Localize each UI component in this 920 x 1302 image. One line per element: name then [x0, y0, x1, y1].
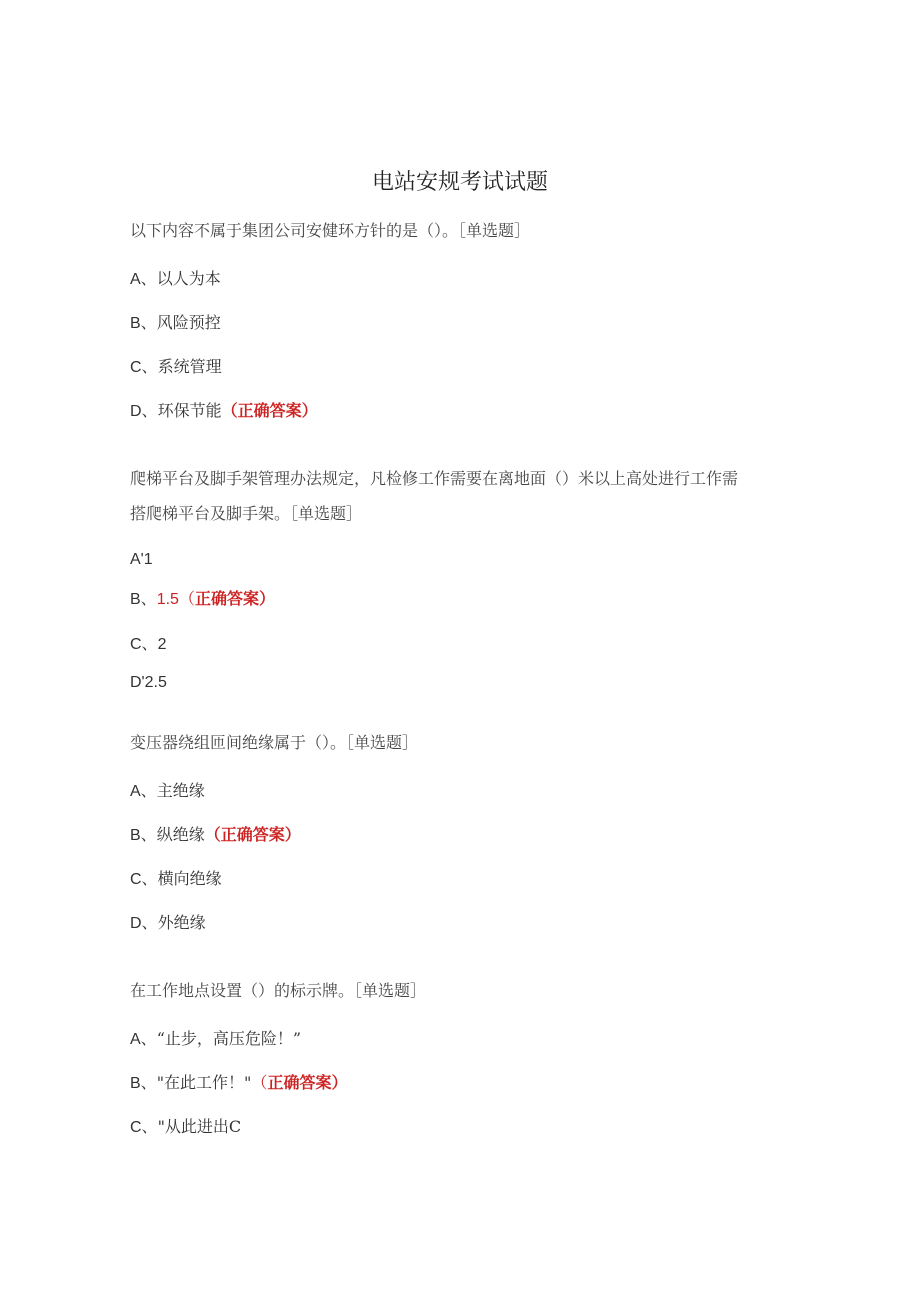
question-4-option-b [130, 1072, 347, 1095]
option-text: 风险预控 [156, 313, 221, 332]
option-prefix: A、 [130, 271, 157, 288]
option-text: 主绝缘 [156, 781, 205, 800]
option-prefix: C、 [130, 1119, 158, 1136]
option-text: 1.5 [156, 591, 179, 608]
question-4-text: 在工作地点设置（）的标示牌。［单选题］ [130, 981, 427, 1000]
question-4-option-c [130, 1116, 241, 1139]
option-text: 系统管理 [157, 357, 222, 376]
page-title: 电站安规考试试题 [371, 170, 548, 195]
option-prefix: B、 [130, 827, 157, 844]
question-3-option-d [130, 912, 206, 935]
option-prefix: A、 [130, 1031, 157, 1048]
question-2-option-a: A'1 [130, 551, 153, 568]
option-text: 外绝缘 [157, 913, 206, 932]
option-text: 2 [157, 636, 167, 653]
question-1-option-c [130, 356, 222, 379]
question-2-text-line-2: 搭爬梯平台及脚手架。［单选题］ [130, 504, 363, 523]
question-2-option-b [130, 588, 275, 611]
question-1-option-d [130, 400, 318, 423]
option-prefix: B、 [130, 1075, 157, 1092]
question-2-text-line-1: 爬梯平台及脚手架管理办法规定，凡检修工作需要在离地面（）米以上高处进行工作需 [130, 469, 739, 488]
question-4-option-a [130, 1028, 301, 1051]
option-prefix: C、 [130, 636, 158, 653]
question-1-option-b [130, 312, 221, 335]
question-3-option-a [130, 780, 205, 803]
question-1-text: 以下内容不属于集团公司安健环方针的是（）。［单选题］ [130, 221, 531, 240]
option-prefix: D、 [130, 403, 158, 420]
correct-answer-paren: （ [251, 1073, 268, 1092]
option-prefix: C、 [130, 871, 158, 888]
option-text: "在此工作！" [156, 1073, 252, 1092]
option-text: 以人为本 [156, 269, 221, 288]
question-2-option-c [130, 633, 166, 656]
question-3-option-b [130, 824, 301, 847]
question-2-option-d: D'2.5 [130, 674, 167, 691]
question-3-option-c [130, 868, 222, 891]
correct-answer-mark: （正确答案） [204, 825, 301, 844]
option-text: 纵绝缘 [156, 825, 205, 844]
correct-answer-paren: （ [178, 589, 195, 608]
option-prefix: C、 [130, 359, 158, 376]
option-prefix: B、 [130, 591, 157, 608]
option-prefix: B、 [130, 315, 157, 332]
question-3-text: 变压器绕组匝间绝缘属于（）。［单选题］ [130, 733, 419, 752]
correct-answer-mark: 正确答案） [267, 1073, 348, 1092]
option-text: 环保节能 [157, 401, 222, 420]
option-text: “止步，高压危险！” [156, 1029, 302, 1048]
option-text: "从此进出C [157, 1117, 242, 1136]
option-prefix: D、 [130, 915, 158, 932]
question-1-option-a [130, 268, 221, 291]
option-text: 横向绝缘 [157, 869, 222, 888]
option-prefix: A、 [130, 783, 157, 800]
correct-answer-mark: （正确答案） [221, 401, 318, 420]
correct-answer-mark: 正确答案） [194, 589, 275, 608]
